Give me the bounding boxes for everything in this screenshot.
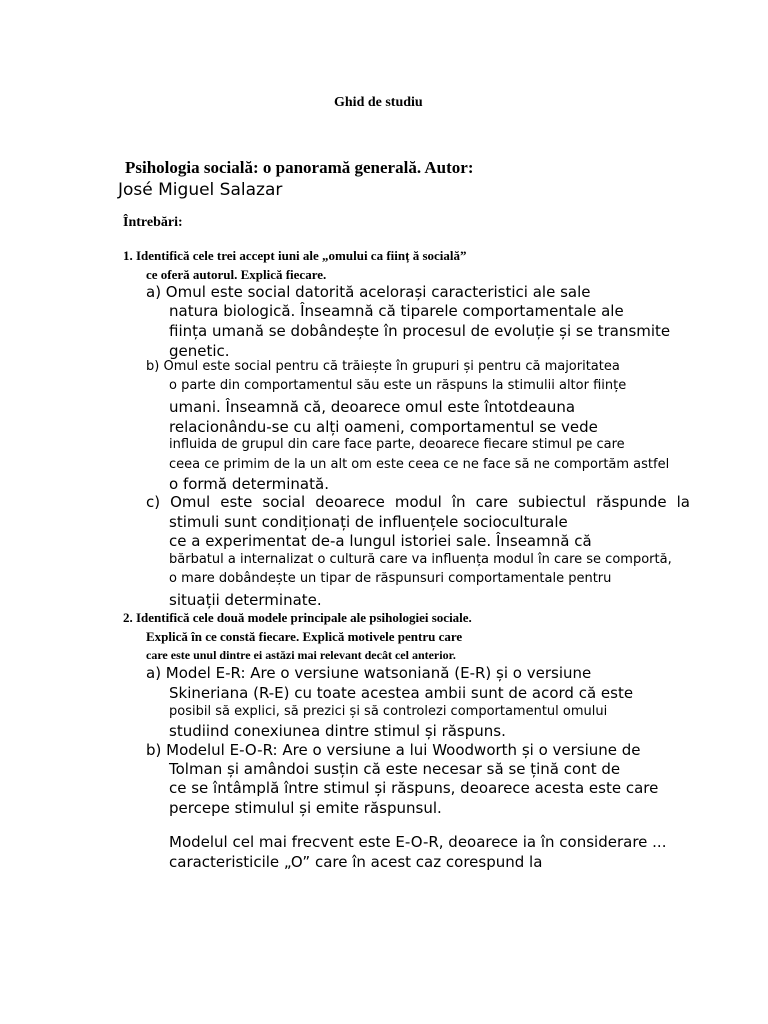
answer-1a-line: natura biologică. Înseamnă că tiparele comportamentale ale xyxy=(169,302,624,320)
answer-1c-line: situații determinate. xyxy=(169,591,322,609)
answer-1a-line: a) Omul este social datorită acelorași caracteristici ale sale xyxy=(146,283,591,301)
answer-1a-line: genetic. xyxy=(169,342,230,360)
answer-1b-line: relacionându-se cu alți oameni, comportamentul se vede xyxy=(169,418,598,436)
answer-2b-line: ce se întâmplă între stimul și răspuns, deoarece acesta este care xyxy=(169,779,659,797)
heading-author: José Miguel Salazar xyxy=(118,180,283,200)
answer-2a-line: posibil să explici, să prezici și să controlezi comportamentul omului xyxy=(169,704,608,719)
conclusion-line: Modelul cel mai frecvent este E-O-R, deoarece ia în considerare ... xyxy=(169,833,667,851)
answer-1c-line: ce a experimentat de-a lungul istoriei sale. Înseamnă că xyxy=(169,532,592,550)
answer-2b-line: b) Modelul E-O-R: Are o versiune a lui Woodworth și o versiune de xyxy=(146,741,641,759)
answer-2a-line: a) Model E-R: Are o versiune watsoniană (E-R) și o versiune xyxy=(146,664,592,682)
answer-1b-line: o parte din comportamentul său este un răspuns la stimulii altor ființe xyxy=(169,378,627,393)
question-2-line-2: Explică în ce constă fiecare. Explică motivele pentru care xyxy=(146,629,463,644)
document-title: Ghid de studiu xyxy=(334,95,423,110)
answer-1c-line: o mare dobândește un tipar de răspunsuri comportamentale pentru xyxy=(169,571,612,586)
answer-2b-line: percepe stimulul și emite răspunsul. xyxy=(169,799,442,817)
conclusion-line: caracteristicile „O” care în acest caz corespund la xyxy=(169,853,543,871)
question-2-line-1: 2. Identifică cele două modele principale ale psihologiei sociale. xyxy=(123,610,472,625)
answer-2a-line: studiind conexiunea dintre stimul și răspuns. xyxy=(169,722,506,740)
question-1-line-2: ce oferă autorul. Explică fiecare. xyxy=(146,267,327,282)
answer-2b-line: Tolman și amândoi susțin că este necesar să se țină cont de xyxy=(169,760,621,778)
answer-1b-line: influida de grupul din care face parte, deoarece fiecare stimul pe care xyxy=(169,437,625,452)
answer-1b-line: o formă determinată. xyxy=(169,475,329,493)
question-2-line-3: care este unul dintre ei astăzi mai relevant decât cel anterior. xyxy=(146,648,456,662)
answer-1c-line: bărbatul a internalizat o cultură care va influența modul în care se comportă, xyxy=(169,552,672,567)
answer-1b-line: b) Omul este social pentru că trăiește în grupuri și pentru că majoritatea xyxy=(146,359,620,374)
answer-1b-line: umani. Înseamnă că, deoarece omul este întotdeauna xyxy=(169,398,576,416)
answer-1a-line: ființa umană se dobândește în procesul de evoluție și se transmite xyxy=(169,322,671,340)
answer-2a-line: Skineriana (R-E) cu toate acestea ambii sunt de acord că este xyxy=(169,684,634,702)
answer-1b-line: ceea ce primim de la un alt om este ceea ce ne face să ne comportăm astfel xyxy=(169,457,670,472)
answer-1c-line: c) Omul este social deoarece modul în care subiectul răspunde la xyxy=(146,493,690,511)
heading-line-1: Psihologia socială: o panoramă generală. Autor: xyxy=(125,158,474,177)
section-label: Întrebări: xyxy=(123,215,183,230)
answer-1c-line: stimuli sunt condiționați de influențele socioculturale xyxy=(169,513,568,531)
question-1-line-1: 1. Identifică cele trei accept iuni ale „omului ca ființ ă socială” xyxy=(123,248,467,263)
